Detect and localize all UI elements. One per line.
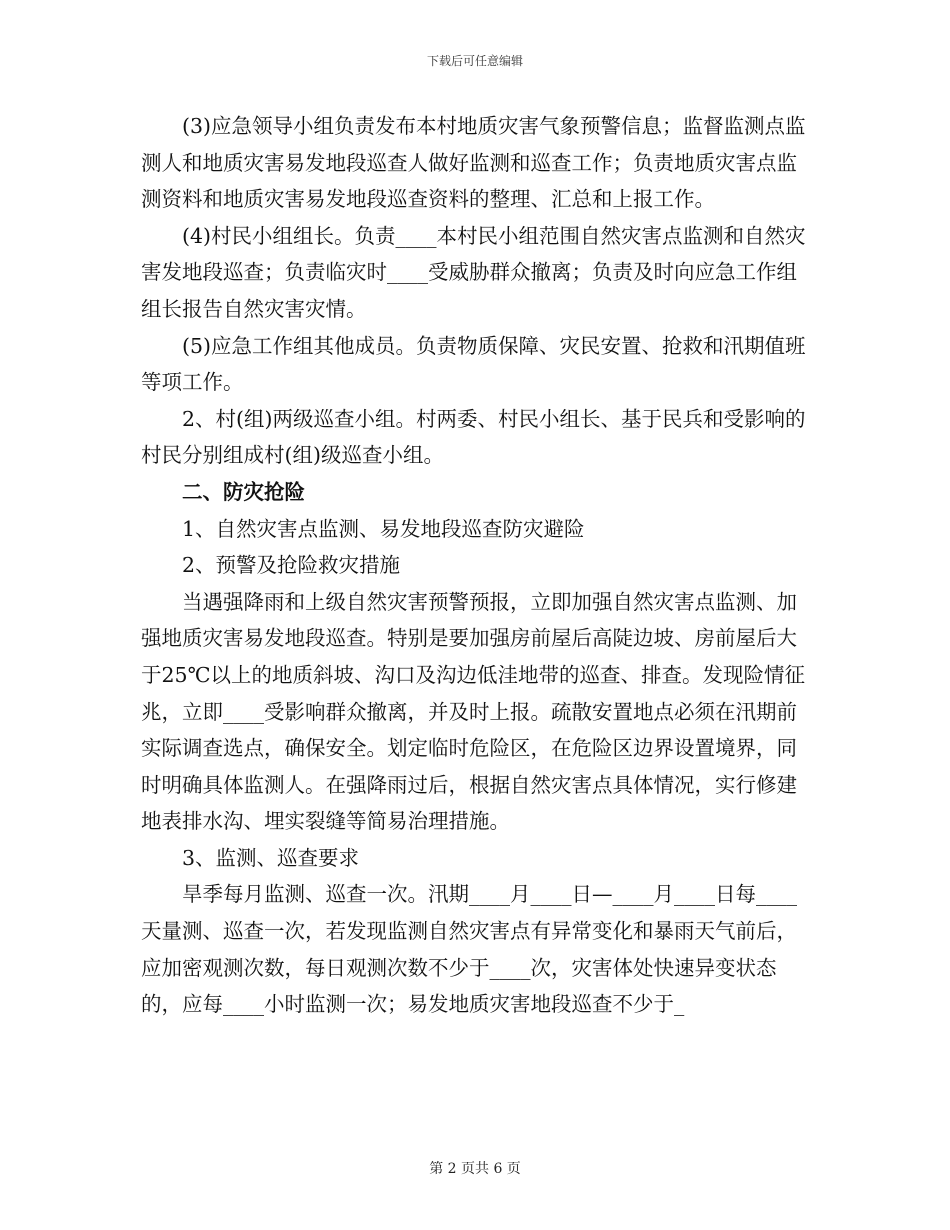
- page-header: 下载后可任意编辑: [426, 54, 523, 68]
- document-body: [141, 108, 811, 1023]
- paragraph-emergency-leader-group: (3)应急领导小组负责发布本村地质灾害气象预警信息；监督监测点监测人和地质灾害易发地段巡查人做好监测和巡查工作；负责地质灾害点监测资料和地质灾害易发地段巡查资料的整理、汇总和上报工作。: [141, 114, 806, 212]
- paragraph-monitoring-requirements: 旱季每月监测、巡查一次。汛期____月____日—____月____日每____天量测、巡查一次，若发现监测自然灾害点有异常变化和暴雨天气前后，应加密观测次数，每日观测次数不少于____次，灾害体处快速异变状态的，应每____小时监测一次；易发地质灾害地段巡查不少于_: [141, 882, 797, 1017]
- paragraph-other-members: (5)应急工作组其他成员。负责物质保障、灾民安置、抢救和汛期值班等项工作。: [141, 333, 806, 395]
- subheading-monitoring-patrol: 1、自然灾害点监测、易发地段巡查防灾避险: [182, 516, 585, 541]
- paragraph-patrol-groups: 2、村(组)两级巡查小组。村两委、村民小组长、基于民兵和受影响的村民分别组成村(组)级巡查小组。: [141, 406, 806, 468]
- section-heading-disaster-prevention: 二、防灾抢险: [182, 479, 305, 504]
- subheading-warning-rescue: 2、预警及抢险救灾措施: [182, 553, 401, 578]
- page-footer: 第 2 页共 6 页: [429, 1161, 521, 1177]
- subheading-monitoring-requirements: 3、监测、巡查要求: [182, 845, 360, 870]
- paragraph-villager-group-leader: (4)村民小组组长。负责____本村民小组范围自然灾害点监测和自然灾害发地段巡查；负责临灾时____受威胁群众撤离；负责及时向应急工作组组长报告自然灾害灾情。: [141, 223, 806, 321]
- paragraph-warning-measures: 当遇强降雨和上级自然灾害预警预报，立即加强自然灾害点监测、加强地质灾害易发地段巡查。特别是要加强房前屋后高陡边坡、房前屋后大于25℃以上的地质斜坡、沟口及沟边低洼地带的巡查、排查。发现险情征兆，立即____受影响群众撤离，并及时上报。疏散安置地点必须在汛期前实际调查选点，确保安全。划定临时危险区，在危险区边界设置境界，同时明确具体监测人。在强降雨过后，根据自然灾害点具体情况，实行修建地表排水沟、埋实裂缝等简易治理措施。: [141, 589, 806, 834]
